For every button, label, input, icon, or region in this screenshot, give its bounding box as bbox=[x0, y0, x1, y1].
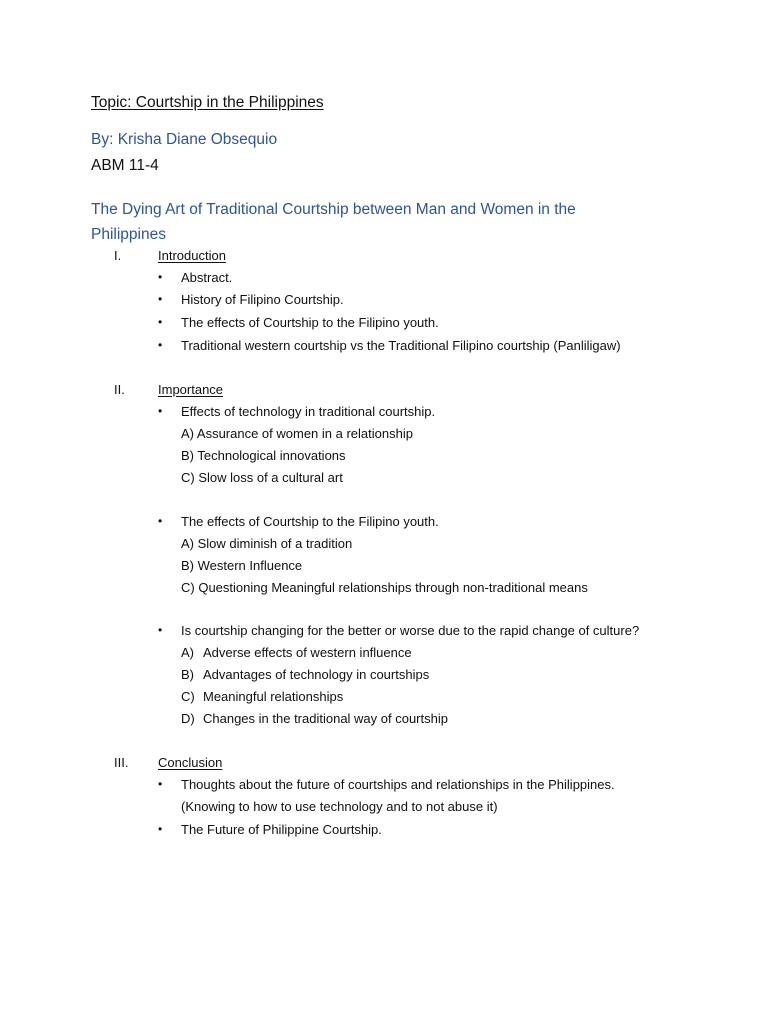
bullet-icon: • bbox=[158, 270, 163, 284]
section-code: ABM 11-4 bbox=[91, 157, 159, 174]
sub-item-letter: A) bbox=[181, 645, 194, 660]
bullet-icon: • bbox=[158, 777, 163, 791]
sub-item: Adverse effects of western influence bbox=[203, 645, 412, 660]
outline-heading-conclusion: Conclusion bbox=[158, 755, 223, 770]
bullet-icon: • bbox=[158, 338, 163, 352]
sub-item: Changes in the traditional way of courtship bbox=[203, 711, 448, 726]
sub-item: A) Slow diminish of a tradition bbox=[181, 536, 353, 551]
sub-item: C) Slow loss of a cultural art bbox=[181, 470, 343, 485]
bullet-icon: • bbox=[158, 514, 163, 528]
bullet-item: Effects of technology in traditional courtship. bbox=[181, 404, 436, 419]
sub-item: C) Questioning Meaningful relationships through non-traditional means bbox=[181, 580, 588, 595]
bullet-item: The effects of Courtship to the Filipino youth. bbox=[181, 514, 439, 529]
bullet-item: Traditional western courtship vs the Traditional Filipino courtship (Panliligaw) bbox=[181, 338, 621, 353]
outline-heading-importance: Importance bbox=[158, 382, 224, 397]
document-title-line: The Dying Art of Traditional Courtship between Man and Women in the bbox=[91, 201, 576, 218]
sub-item: B) Western Influence bbox=[181, 558, 303, 573]
topic-heading: Topic: Courtship in the Philippines bbox=[91, 94, 324, 111]
bullet-item: Abstract. bbox=[181, 270, 233, 285]
document-title-line: Philippines bbox=[91, 226, 166, 243]
sub-item-letter: B) bbox=[181, 667, 194, 682]
bullet-icon: • bbox=[158, 822, 163, 836]
bullet-item: History of Filipino Courtship. bbox=[181, 292, 344, 307]
outline-numeral: III. bbox=[114, 755, 129, 770]
sub-item: Advantages of technology in courtships bbox=[203, 667, 430, 682]
sub-item: Meaningful relationships bbox=[203, 689, 344, 704]
bullet-item: The Future of Philippine Courtship. bbox=[181, 822, 382, 837]
bullet-item: The effects of Courtship to the Filipino youth. bbox=[181, 315, 439, 330]
sub-item: A) Assurance of women in a relationship bbox=[181, 426, 413, 441]
bullet-icon: • bbox=[158, 315, 163, 329]
sub-item-letter: C) bbox=[181, 689, 195, 704]
sub-item-letter: D) bbox=[181, 711, 195, 726]
bullet-icon: • bbox=[158, 623, 163, 637]
bullet-item: Thoughts about the future of courtships and relationships in the Philippines. bbox=[181, 777, 615, 792]
author-line: By: Krisha Diane Obsequio bbox=[91, 131, 278, 148]
outline-numeral: II. bbox=[114, 382, 125, 397]
outline-heading-introduction: Introduction bbox=[158, 248, 226, 263]
bullet-icon: • bbox=[158, 292, 163, 306]
bullet-item-continuation: (Knowing to how to use technology and to not abuse it) bbox=[181, 799, 498, 814]
document-title bbox=[91, 197, 651, 247]
bullet-icon: • bbox=[158, 404, 163, 418]
sub-item: B) Technological innovations bbox=[181, 448, 346, 463]
outline-numeral: I. bbox=[114, 248, 122, 263]
bullet-item: Is courtship changing for the better or worse due to the rapid change of culture? bbox=[181, 623, 640, 638]
